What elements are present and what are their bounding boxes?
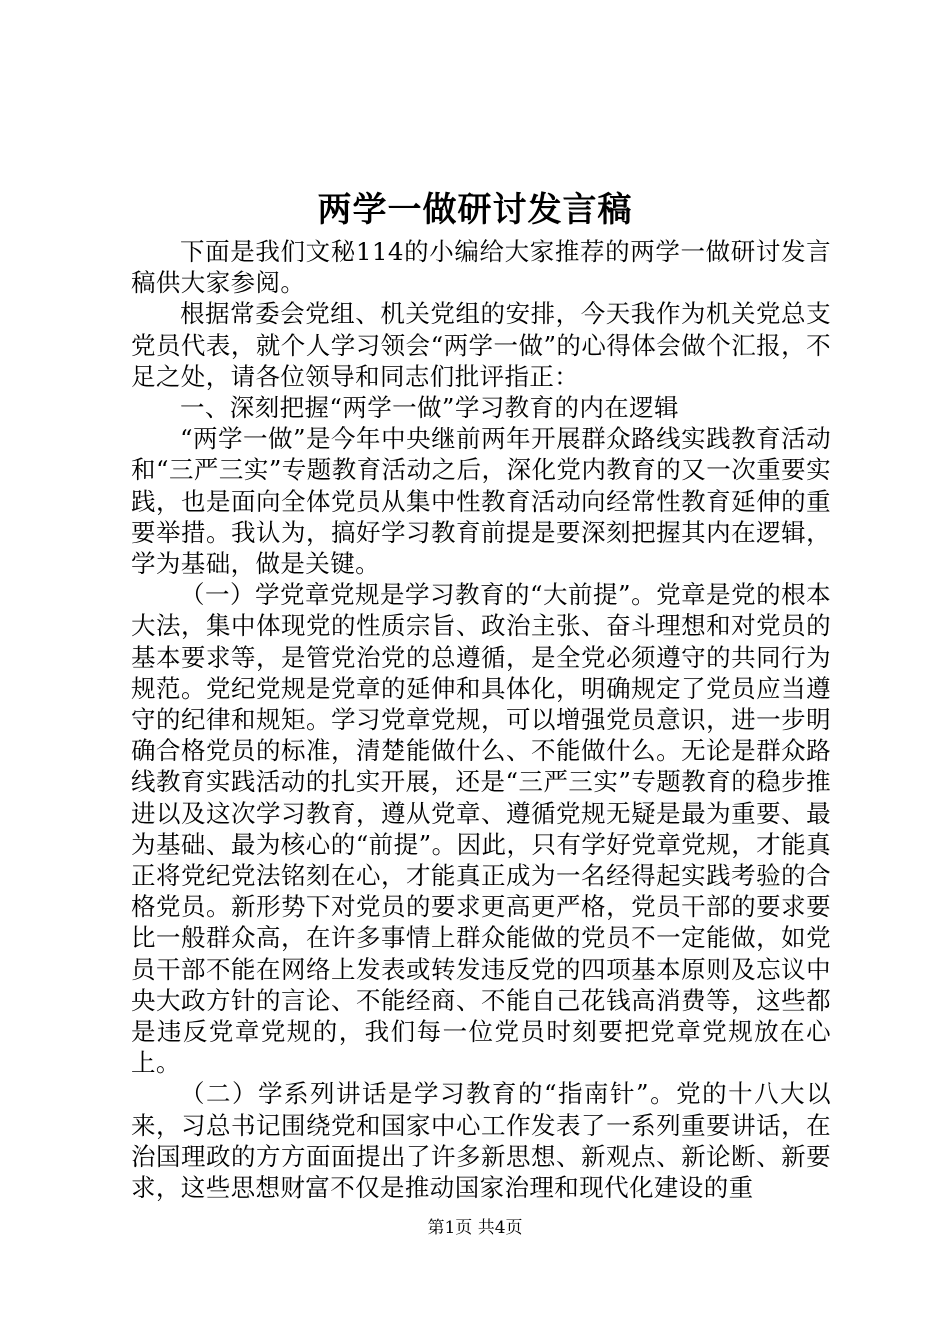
page-footer: 第1页 共4页 xyxy=(427,1218,523,1238)
paragraph-logic: “两学一做”是今年中央继前两年开展群众路线实践教育活动和“三严三实”专题教育活动之后，深化党内教育的又一次重要实践，也是面向全体党员从集中性教育活动向经常性教育延伸的重要举措。我认为，搞好学习教育前提是要深刻把握其内在逻辑，学为基础，做是关键。 xyxy=(131,424,831,579)
paragraph-speeches: （二）学系列讲话是学习教育的“指南针”。党的十八大以来，习总书记围绕党和国家中心工作发表了一系列重要讲话，在治国理政的方方面面提出了许多新思想、新观点、新论断、新要求，这些思想财富不仅是推动国家治理和现代化建设的重 xyxy=(131,1079,831,1203)
section-heading-1: 一、深刻把握“两学一做”学习教育的内在逻辑 xyxy=(180,393,679,423)
paragraph-opening: 根据常委会党组、机关党组的安排，今天我作为机关党总支党员代表，就个人学习领会“两学一做”的心得体会做个汇报，不足之处，请各位领导和同志们批评指正： xyxy=(131,299,831,391)
paragraph-intro: 下面是我们文秘114的小编给大家推荐的两学一做研讨发言稿供大家参阅。 xyxy=(131,237,831,298)
document-body xyxy=(131,236,831,1203)
paragraph-party-constitution: （一）学党章党规是学习教育的“大前提”。党章是党的根本大法，集中体现党的性质宗旨、政治主张、奋斗理想和对党员的基本要求等，是管党治党的总遵循，是全党必须遵守的共同行为规范。党纪党规是党章的延伸和具体化，明确规定了党员应当遵守的纪律和规矩。学习党章党规，可以增强党员意识，进一步明确合格党员的标准，清楚能做什么、不能做什么。无论是群众路线教育实践活动的扎实开展，还是“三严三实”专题教育的稳步推进以及这次学习教育，遵从党章、遵循党规无疑是最为重要、最为基础、最为核心的“前提”。因此，只有学好党章党规，才能真正将党纪党法铭刻在心，才能真正成为一名经得起实践考验的合格党员。新形势下对党员的要求更高更严格，党员干部的要求要比一般群众高，在许多事情上群众能做的党员不一定能做，如党员干部不能在网络上发表或转发违反党的四项基本原则及忘议中央大政方针的言论、不能经商、不能自己花钱高消费等，这些都是违反党章党规的，我们每一位党员时刻要把党章党规放在心上。 xyxy=(131,580,831,1078)
page-title: 两学一做研讨发言稿 xyxy=(317,190,633,230)
